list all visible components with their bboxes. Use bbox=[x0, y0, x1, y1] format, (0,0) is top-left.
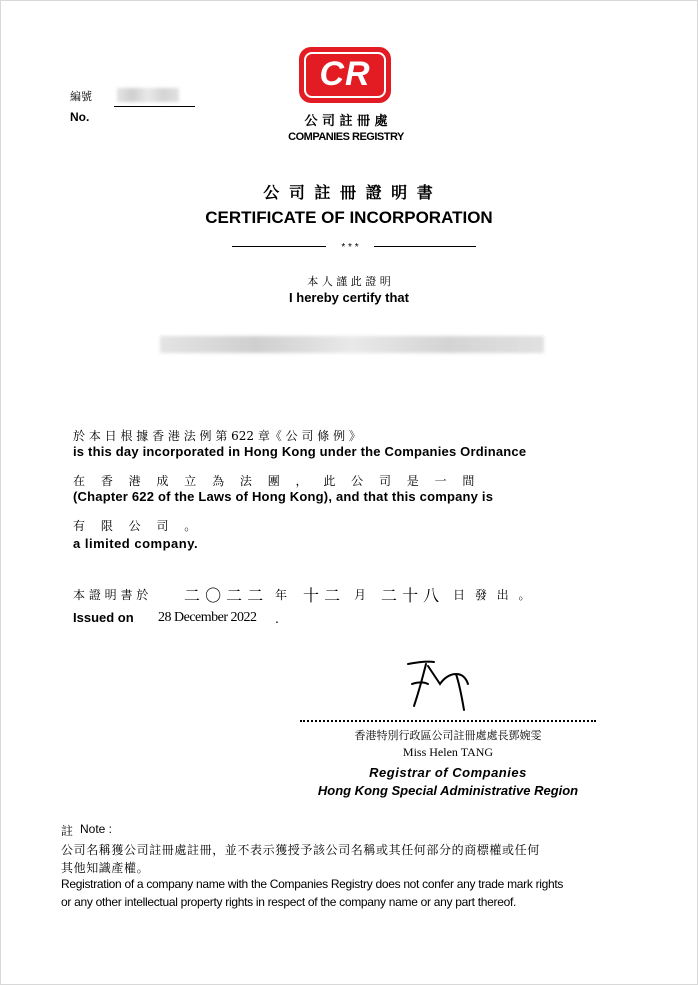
body-line2-en: (Chapter 622 of the Laws of Hong Kong), and that this company is bbox=[73, 489, 494, 504]
certify-zh: 本 人 謹 此 證 明 bbox=[307, 275, 391, 288]
issue-month-zh: 十 二 bbox=[303, 586, 341, 605]
signatory-name: Miss Helen TANG bbox=[402, 745, 494, 759]
redacted-company-name bbox=[160, 336, 544, 353]
issue-date-end: . bbox=[275, 610, 279, 626]
ornament-rule-right bbox=[374, 246, 476, 247]
note-en-line1: Registration of a company name with the Companies Registry does not confer any trade mark rights bbox=[61, 877, 564, 891]
title-en: CERTIFICATE OF INCORPORATION bbox=[205, 208, 493, 227]
signature-dotted-line bbox=[300, 720, 596, 722]
issue-month-unit-zh: 月 bbox=[354, 588, 367, 602]
number-label-zh: 編號 bbox=[70, 90, 92, 103]
body-line1-en: is this day incorporated in Hong Kong under the Companies Ordinance bbox=[73, 444, 527, 459]
signatory-role: Registrar of Companies bbox=[369, 765, 527, 780]
note-zh-line2: 其他知識產權。 bbox=[61, 861, 150, 875]
body-line1-zh: 於 本 日 根 據 香 港 法 例 第 622 章《 公 司 條 例 》 bbox=[73, 429, 361, 443]
body-line3-zh: 有 限 公 司 。 bbox=[73, 519, 203, 533]
redacted-number bbox=[117, 88, 179, 102]
logo-text: CR bbox=[304, 52, 386, 98]
note-label-en: Note : bbox=[80, 822, 113, 836]
issue-day-zh: 二 十 八 bbox=[381, 586, 440, 605]
note-label-zh: 註 bbox=[61, 824, 74, 838]
registry-name-zh: 公 司 註 冊 處 bbox=[304, 114, 388, 129]
issue-label-en: Issued on bbox=[73, 610, 134, 625]
title-zh: 公 司 註 冊 證 明 書 bbox=[263, 183, 435, 202]
signatory-region: Hong Kong Special Administrative Region bbox=[317, 783, 579, 798]
number-underline bbox=[114, 106, 195, 107]
number-label-en: No. bbox=[70, 110, 90, 124]
note-zh-line1: 公司名稱獲公司註冊處註冊，並不表示獲授予該公司名稱或其任何部分的商標權或任何 bbox=[61, 843, 540, 857]
issue-prefix-zh: 本 證 明 書 於 bbox=[73, 588, 149, 602]
signature-image bbox=[404, 656, 484, 714]
note-en-line2: or any other intellectual property rights in respect of the company name or any part thereof. bbox=[61, 895, 517, 909]
ornament-rule-left bbox=[232, 246, 326, 247]
certify-en: I hereby certify that bbox=[289, 290, 409, 305]
issue-date-en: 28 December 2022 bbox=[158, 610, 257, 625]
issue-year-zh: 二 〇 二 二 bbox=[184, 586, 264, 605]
signatory-title-zh: 香港特別行政區公司註冊處處長鄧婉雯 bbox=[354, 729, 542, 742]
cr-logo bbox=[299, 47, 391, 103]
issue-suffix-zh: 日 發 出 。 bbox=[453, 588, 534, 602]
issue-year-unit-zh: 年 bbox=[275, 588, 288, 602]
body-line3-en: a limited company. bbox=[73, 536, 199, 551]
body-line2-zh: 在 香 港 成 立 為 法 團 ， 此 公 司 是 一 間 bbox=[73, 474, 481, 488]
registry-name-en: COMPANIES REGISTRY bbox=[288, 131, 404, 143]
ornament-stars: * * * bbox=[341, 242, 359, 253]
